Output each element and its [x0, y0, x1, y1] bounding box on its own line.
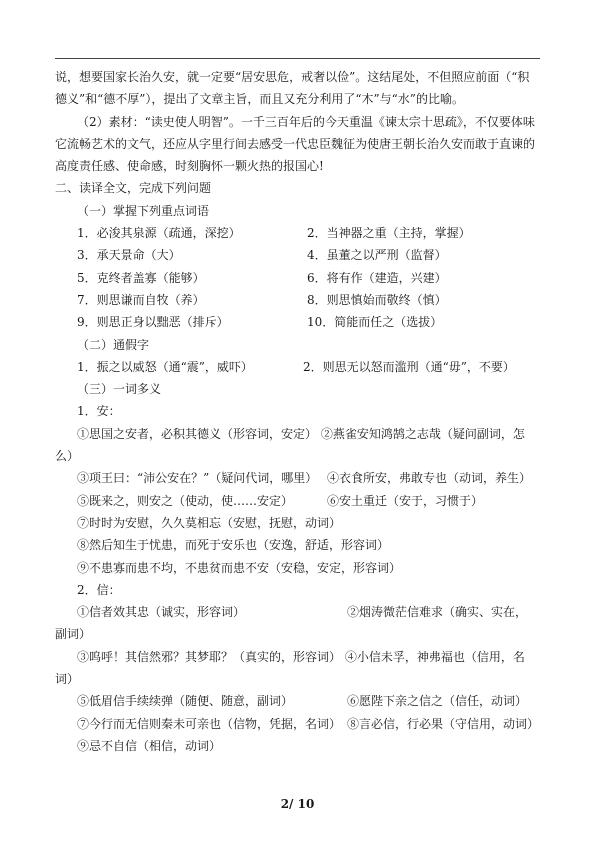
example-row [55, 601, 540, 623]
example-row [55, 713, 540, 735]
example-item: ④衣食所安，弗敢专也（动词，养生） [327, 471, 532, 486]
vocab-item: 10．简能而任之（选拔） [307, 315, 443, 330]
vocab-row [55, 267, 540, 289]
example-item: ②烟涛微茫信难求（确实、实在， [347, 605, 528, 620]
section-title: 二、读译全文，完成下列问题 [55, 181, 212, 196]
example-item: ⑤低眉信手续续弹（随便、随意，副词） [77, 694, 294, 709]
page-number: 2/ 10 [280, 797, 315, 811]
example-line: 么） [55, 449, 80, 464]
example-item: ⑥愿陛下亲之信之（信任，动词） [347, 694, 528, 709]
paragraph-line: 高度责任感、使命感，时刻胸怀一颗火热的报国心! [55, 159, 324, 174]
example-item: ①信者效其忠（诚实，形容词） [77, 605, 246, 620]
subsection-title: （二）通假字 [77, 337, 150, 352]
example-line: ⑧然后知生于忧患，而死于安乐也（安逸，舒适，形容词） [77, 538, 390, 553]
example-line: ⑨忌不自信（相信，动词） [77, 738, 222, 753]
document-body [55, 66, 540, 757]
example-item: ⑧言必信，行必果（守信用，动词） [347, 716, 540, 731]
tongjia-item: 2．则思无以怒而滥刑（通“毋”，不要） [303, 359, 515, 374]
paragraph-line: 德义”和“德不厚”），提出了文章主旨，而且又充分利用了“木”与“水”的比喻。 [55, 92, 464, 107]
paragraph-line: 它流畅艺术的文气，还应从字里行间去感受一代忠臣魏征为使唐王朝长治久安而敢于直谏的 [55, 136, 536, 151]
vocab-row [55, 222, 540, 244]
example-item: ③项王曰：“沛公安在？”（疑问代词，哪里） [77, 471, 318, 486]
vocab-item: 6．将有作（建造，兴建） [307, 270, 447, 285]
word-label: 2．信： [77, 582, 121, 597]
vocab-item: 2．当神器之重（主持，掌握） [307, 226, 471, 241]
vocab-row [55, 311, 540, 333]
vocab-item: 5．克终者盖寡（能够） [77, 270, 205, 285]
example-line: ①思国之安者，必积其德义（形容词，安定） ②燕雀安知鸿鹄之志哉（疑问副词，怎 [77, 426, 525, 441]
vocab-item: 1．必浚其泉源（疏通，深挖） [77, 226, 241, 241]
word-label: 1．安： [77, 404, 121, 419]
vocab-row [55, 289, 540, 311]
example-line: ⑦时时为安慰，久久莫相忘（安慰，抚慰，动词） [77, 515, 342, 530]
example-line: 词） [55, 672, 80, 687]
example-item: ⑥安土重迁（安于，习惯于） [327, 493, 484, 508]
vocab-row [55, 244, 540, 266]
vocab-item: 4．虽董之以严刑（监督） [307, 248, 447, 263]
example-line: ⑨不患寡而患不均，不患贫而患不安（安稳，安定，形容词） [77, 560, 402, 575]
example-item: ⑦今行而无信则秦未可亲也（信物，凭据，名词） [77, 716, 342, 731]
vocab-item: 8．则思慎始而敬终（慎） [307, 292, 447, 307]
tongjia-row [55, 356, 540, 378]
example-row [55, 690, 540, 712]
vocab-item: 9．则思正身以黜恶（排斥） [77, 315, 229, 330]
paragraph-line: 说，想要国家长治久安，就一定要“居安思危，戒奢以俭”。这结尾处，不但照应前面（“积 [55, 70, 530, 84]
example-item: ⑤既来之，则安之（使动，使……安定） [77, 493, 294, 508]
subsection-title: （三）一词多义 [77, 382, 162, 397]
tongjia-item: 1．振之以威怒（通“震”，威吓） [77, 359, 253, 374]
vocab-item: 7．则思谦而自牧（养） [77, 292, 205, 307]
example-row [55, 467, 540, 489]
header-rule [55, 58, 540, 59]
vocab-item: 3．承天景命（大） [77, 248, 181, 263]
example-row [55, 490, 540, 512]
example-line: ③呜呼！其信然邪？其梦耶？（真实的，形容词） ④小信未孚，神弗福也（信用，名 [77, 649, 525, 664]
example-line: 副词） [55, 627, 92, 642]
subsection-title: （一）掌握下列重点词语 [77, 203, 210, 218]
paragraph-line: （2）素材：“读史使人明智”。一千三百年后的今天重温《谏太宗十思疏》，不仅要体味 [77, 114, 535, 129]
